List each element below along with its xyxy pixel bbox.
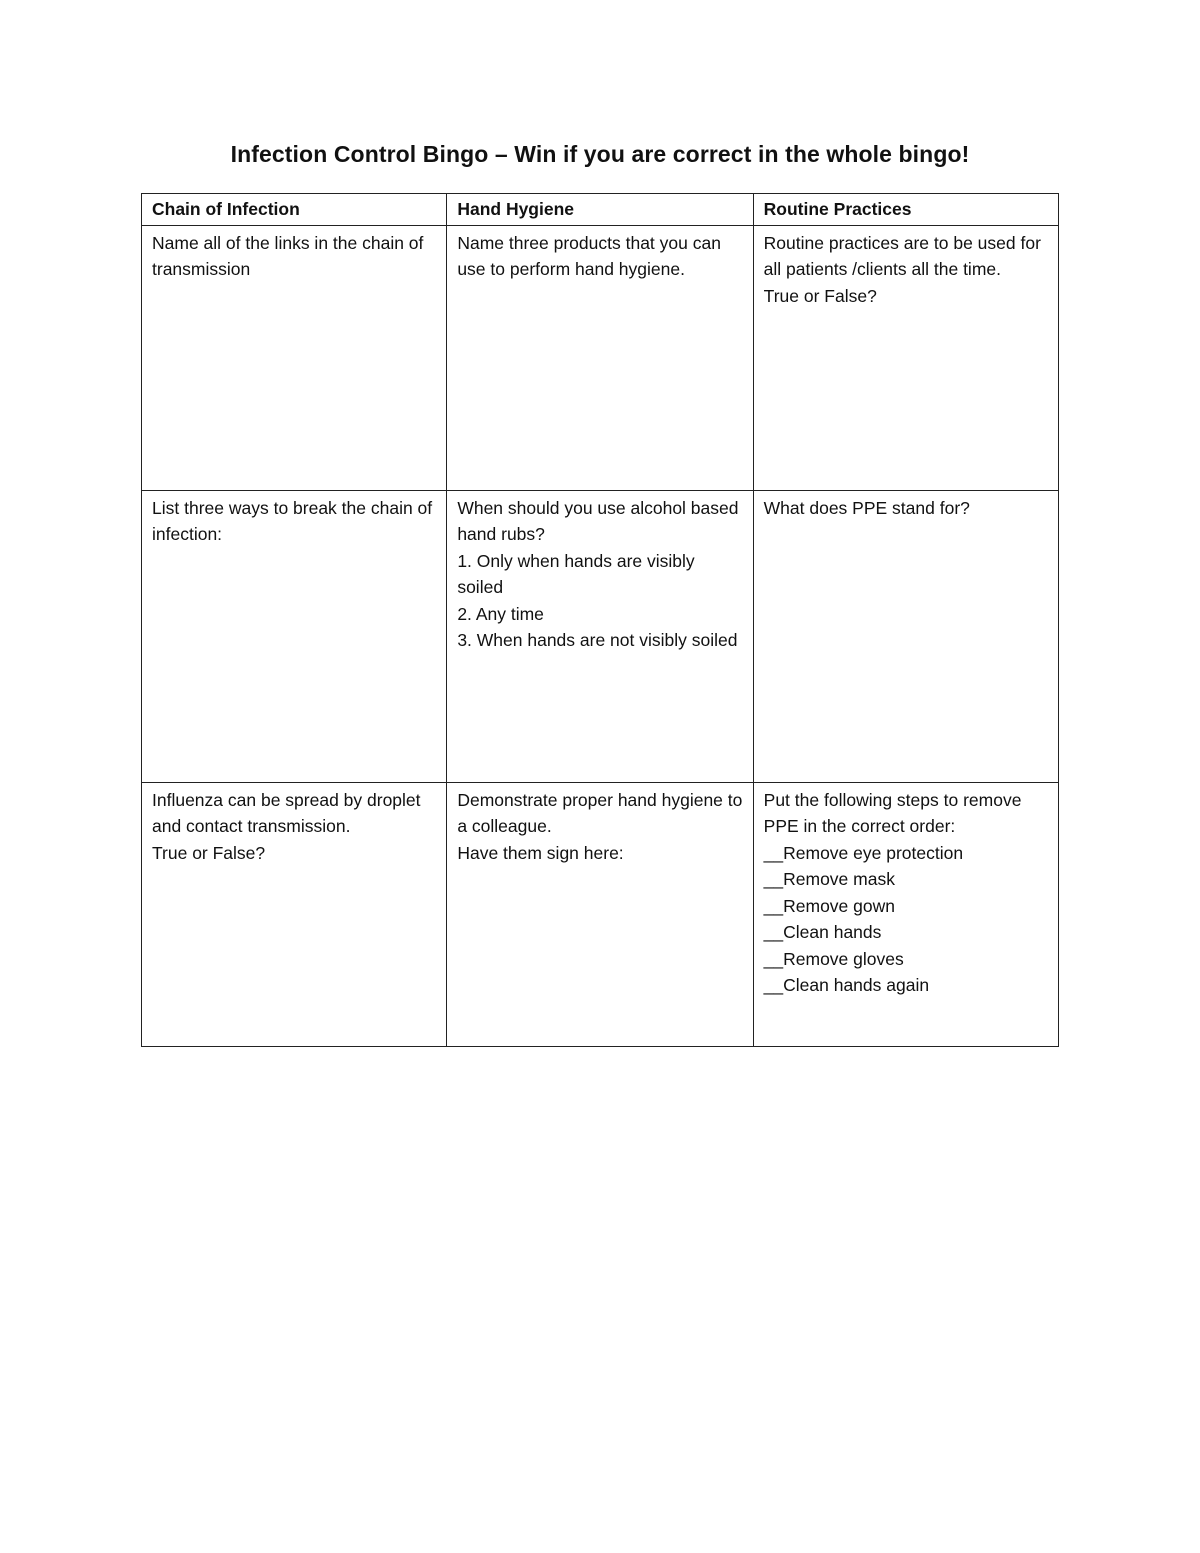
cell-text: True or False? — [763, 285, 877, 306]
ppe-step-item: __Remove eye protection — [763, 842, 964, 863]
bingo-table — [141, 193, 1059, 1047]
bingo-cell-break-chain[interactable] — [142, 490, 447, 782]
cell-text: Demonstrate proper hand hygiene to a colleague. — [457, 789, 748, 836]
ppe-step-item: __Remove gloves — [763, 948, 904, 969]
cell-text: Routine practices are to be used for all patients /clients all the time. — [763, 232, 1046, 279]
cell-text: When should you use alcohol based hand rubs? — [457, 497, 744, 544]
column-header-routine-practices: Routine Practices — [753, 194, 1058, 226]
ppe-step-item: __Remove gown — [763, 895, 895, 916]
cell-text: Have them sign here: — [457, 842, 624, 863]
cell-text: Put the following steps to remove PPE in the correct order: — [763, 789, 1027, 836]
cell-text: What does PPE stand for? — [763, 497, 970, 518]
header-row — [142, 194, 1059, 226]
table-row — [142, 782, 1059, 1046]
bingo-cell-remove-ppe-order[interactable] — [753, 782, 1058, 1046]
cell-text: Name all of the links in the chain of transmission — [152, 232, 429, 279]
cell-text: True or False? — [152, 842, 266, 863]
page-title: Infection Control Bingo – Win if you are correct in the whole bingo! — [230, 141, 970, 167]
table-row — [142, 490, 1059, 782]
bingo-cell-influenza-spread[interactable] — [142, 782, 447, 1046]
bingo-cell-ppe-meaning[interactable] — [753, 490, 1058, 782]
ppe-step-item: __Clean hands again — [763, 975, 930, 995]
bingo-cell-hygiene-products[interactable] — [447, 225, 753, 490]
column-header-hand-hygiene: Hand Hygiene — [447, 194, 753, 226]
cell-text: List three ways to break the chain of infection: — [152, 497, 438, 544]
cell-text: 1. Only when hands are visibly soiled — [457, 550, 700, 597]
bingo-cell-routine-practices-all-patients[interactable] — [753, 225, 1058, 490]
cell-text: 2. Any time — [457, 603, 544, 624]
bingo-cell-alcohol-hand-rubs[interactable] — [447, 490, 753, 782]
cell-text: 3. When hands are not visibly soiled — [457, 630, 738, 650]
bingo-cell-demonstrate-hygiene[interactable] — [447, 782, 753, 1046]
column-header-chain-of-infection: Chain of Infection — [142, 194, 447, 226]
ppe-step-item: __Clean hands — [763, 922, 882, 942]
ppe-step-item: __Remove mask — [763, 869, 895, 889]
cell-text: Name three products that you can use to perform hand hygiene. — [457, 232, 726, 279]
table-row — [142, 225, 1059, 490]
bingo-cell-chain-links[interactable] — [142, 225, 447, 490]
cell-text: Influenza can be spread by droplet and contact transmission. — [152, 789, 426, 836]
